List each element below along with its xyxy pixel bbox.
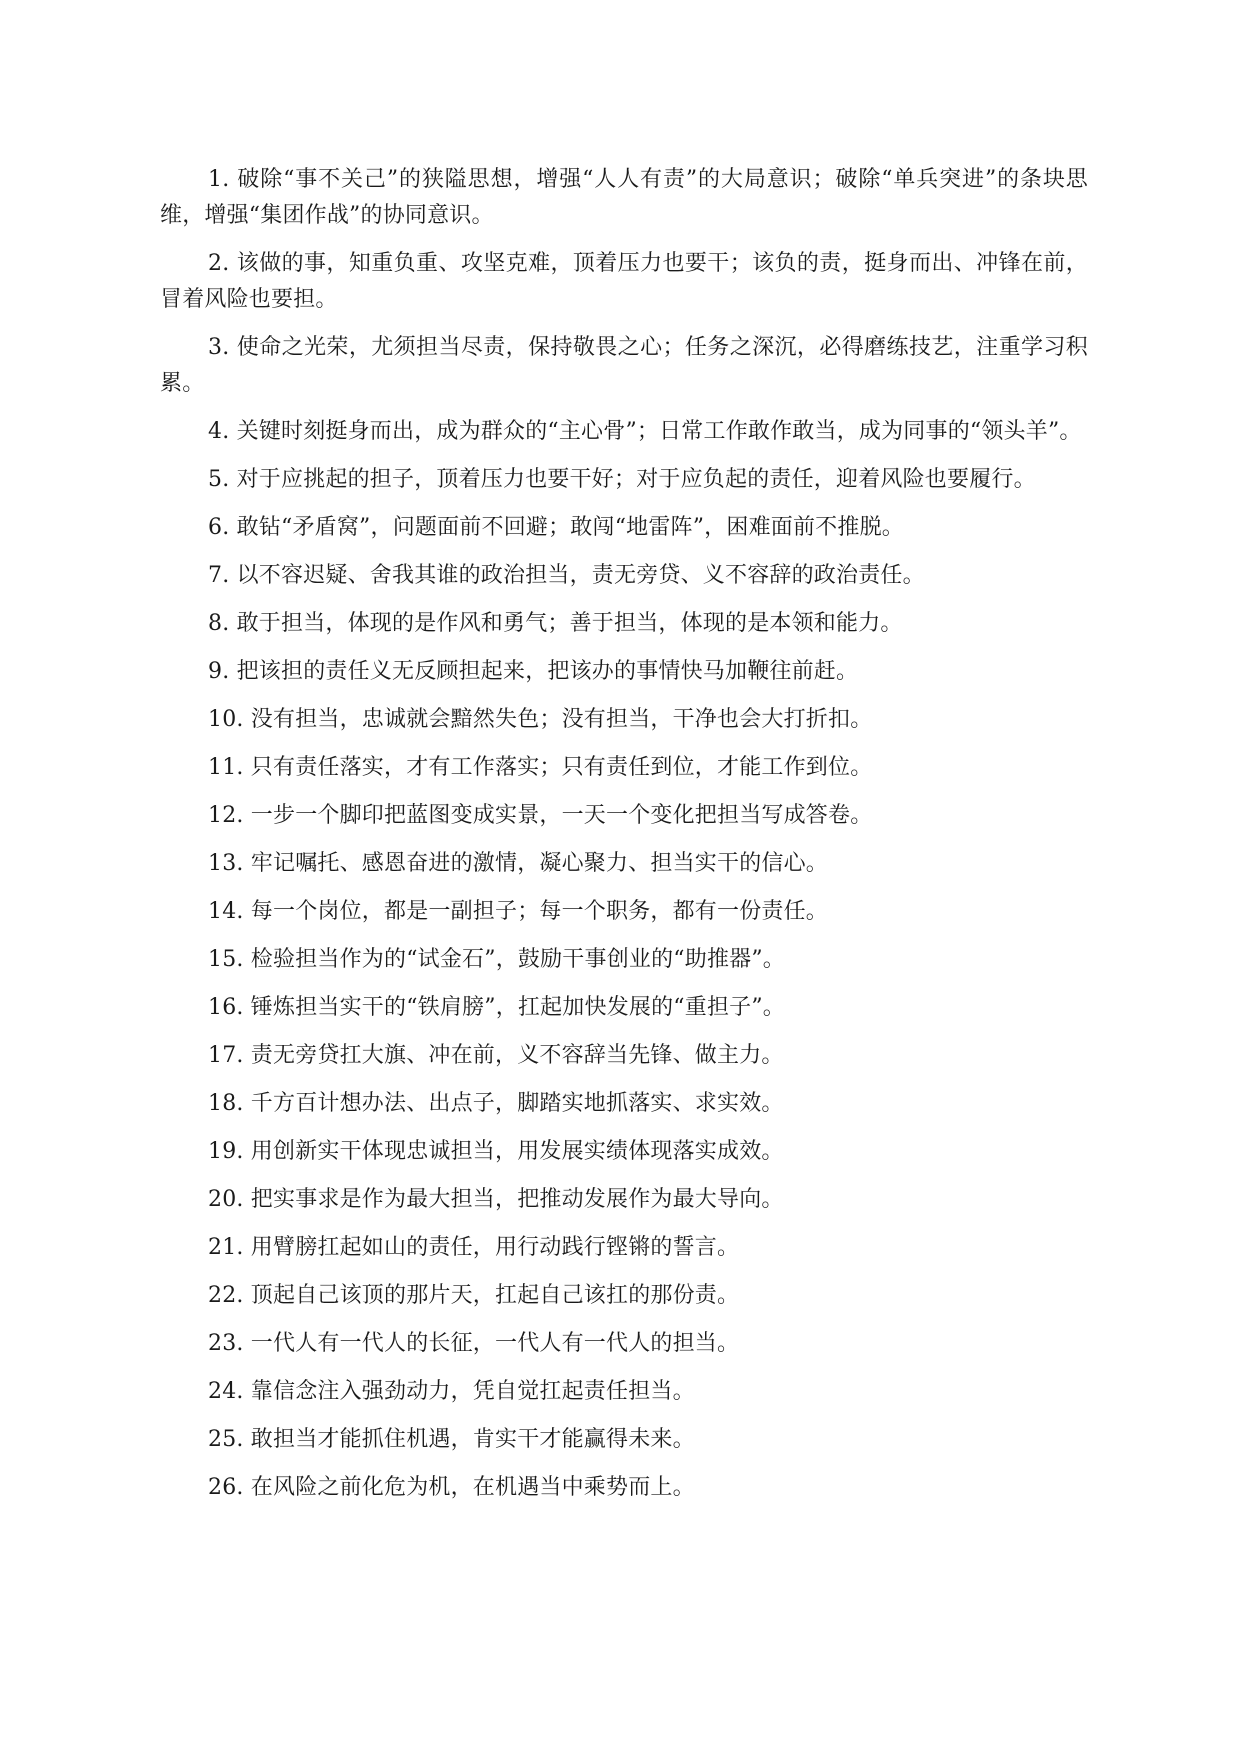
item-text: 在风险之前化危为机，在机遇当中乘势而上。 bbox=[250, 1475, 695, 1500]
item-text: 把实事求是作为最大担当，把推动发展作为最大导向。 bbox=[250, 1187, 784, 1212]
item-number: 7. bbox=[208, 563, 230, 588]
item-text: 每一个岗位，都是一副担子；每一个职务，都有一份责任。 bbox=[250, 899, 828, 924]
list-item bbox=[160, 1182, 1088, 1218]
list-item bbox=[160, 894, 1088, 930]
list-item bbox=[160, 330, 1088, 402]
document-body bbox=[160, 162, 1088, 1518]
item-number: 11. bbox=[208, 755, 244, 780]
list-item bbox=[160, 1038, 1088, 1074]
item-number: 6. bbox=[208, 515, 230, 540]
list-item bbox=[160, 846, 1088, 882]
item-text: 检验担当作为的“试金石”，鼓励干事创业的“助推器”。 bbox=[250, 947, 785, 972]
list-item bbox=[160, 942, 1088, 978]
item-number: 3. bbox=[208, 335, 230, 360]
item-number: 1. bbox=[208, 167, 230, 192]
item-text: 敢钻“矛盾窝”，问题面前不回避；敢闯“地雷阵”，困难面前不推脱。 bbox=[236, 515, 904, 540]
item-number: 23. bbox=[208, 1331, 244, 1356]
item-number: 8. bbox=[208, 611, 230, 636]
list-item bbox=[160, 510, 1088, 546]
item-text: 责无旁贷扛大旗、冲在前，义不容辞当先锋、做主力。 bbox=[250, 1043, 784, 1068]
item-number: 21. bbox=[208, 1235, 244, 1260]
item-text: 没有担当，忠诚就会黯然失色；没有担当，干净也会大打折扣。 bbox=[250, 707, 873, 732]
list-item bbox=[160, 606, 1088, 642]
item-text: 关键时刻挺身而出，成为群众的“主心骨”；日常工作敢作敢当，成为同事的“领头羊”。 bbox=[236, 419, 1082, 444]
item-number: 10. bbox=[208, 707, 244, 732]
item-text: 靠信念注入强劲动力，凭自觉扛起责任担当。 bbox=[250, 1379, 695, 1404]
item-number: 5. bbox=[208, 467, 230, 492]
item-text: 锤炼担当实干的“铁肩膀”，扛起加快发展的“重担子”。 bbox=[250, 995, 785, 1020]
list-item bbox=[160, 1230, 1088, 1266]
item-number: 14. bbox=[208, 899, 244, 924]
item-number: 24. bbox=[208, 1379, 244, 1404]
item-number: 25. bbox=[208, 1427, 244, 1452]
list-item bbox=[160, 702, 1088, 738]
item-number: 17. bbox=[208, 1043, 244, 1068]
item-text: 用创新实干体现忠诚担当，用发展实绩体现落实成效。 bbox=[250, 1139, 784, 1164]
item-text: 对于应挑起的担子，顶着压力也要干好；对于应负起的责任，迎着风险也要履行。 bbox=[236, 467, 1036, 492]
item-text: 千方百计想办法、出点子，脚踏实地抓落实、求实效。 bbox=[250, 1091, 784, 1116]
item-text: 以不容迟疑、舍我其谁的政治担当，责无旁贷、义不容辞的政治责任。 bbox=[236, 563, 925, 588]
list-item bbox=[160, 1374, 1088, 1410]
list-item bbox=[160, 1086, 1088, 1122]
item-text: 用臂膀扛起如山的责任，用行动践行铿锵的誓言。 bbox=[250, 1235, 740, 1260]
list-item bbox=[160, 414, 1088, 450]
item-text: 敢于担当，体现的是作风和勇气；善于担当，体现的是本领和能力。 bbox=[236, 611, 903, 636]
list-item bbox=[160, 654, 1088, 690]
list-item bbox=[160, 798, 1088, 834]
item-text: 牢记嘱托、感恩奋进的激情，凝心聚力、担当实干的信心。 bbox=[250, 851, 828, 876]
item-number: 4. bbox=[208, 419, 230, 444]
item-text: 把该担的责任义无反顾担起来，把该办的事情快马加鞭往前赶。 bbox=[236, 659, 859, 684]
list-item bbox=[160, 1278, 1088, 1314]
list-item bbox=[160, 246, 1088, 318]
list-item bbox=[160, 162, 1088, 234]
item-number: 26. bbox=[208, 1475, 244, 1500]
item-text: 只有责任落实，才有工作落实；只有责任到位，才能工作到位。 bbox=[250, 755, 873, 780]
list-item bbox=[160, 558, 1088, 594]
list-item bbox=[160, 990, 1088, 1026]
item-text: 顶起自己该顶的那片天，扛起自己该扛的那份责。 bbox=[250, 1283, 740, 1308]
list-item bbox=[160, 462, 1088, 498]
item-text: 该做的事，知重负重、攻坚克难，顶着压力也要干；该负的责，挺身而出、冲锋在前，冒着风险也要担。 bbox=[160, 251, 1088, 312]
list-item bbox=[160, 1470, 1088, 1506]
item-number: 13. bbox=[208, 851, 244, 876]
item-number: 19. bbox=[208, 1139, 244, 1164]
list-item bbox=[160, 1422, 1088, 1458]
item-text: 敢担当才能抓住机遇，肯实干才能赢得未来。 bbox=[250, 1427, 695, 1452]
list-item bbox=[160, 750, 1088, 786]
list-item bbox=[160, 1326, 1088, 1362]
item-number: 12. bbox=[208, 803, 244, 828]
item-number: 16. bbox=[208, 995, 244, 1020]
item-text: 破除“事不关己”的狭隘思想，增强“人人有责”的大局意识；破除“单兵突进”的条块思维，增强“集团作战”的协同意识。 bbox=[160, 167, 1088, 228]
item-text: 一步一个脚印把蓝图变成实景，一天一个变化把担当写成答卷。 bbox=[250, 803, 873, 828]
item-number: 22. bbox=[208, 1283, 244, 1308]
item-number: 15. bbox=[208, 947, 244, 972]
item-number: 18. bbox=[208, 1091, 244, 1116]
item-text: 使命之光荣，尤须担当尽责，保持敬畏之心；任务之深沉，必得磨练技艺，注重学习积累。 bbox=[160, 335, 1088, 396]
list-item bbox=[160, 1134, 1088, 1170]
item-number: 9. bbox=[208, 659, 230, 684]
item-number: 2. bbox=[208, 251, 230, 276]
item-number: 20. bbox=[208, 1187, 244, 1212]
item-text: 一代人有一代人的长征，一代人有一代人的担当。 bbox=[250, 1331, 740, 1356]
